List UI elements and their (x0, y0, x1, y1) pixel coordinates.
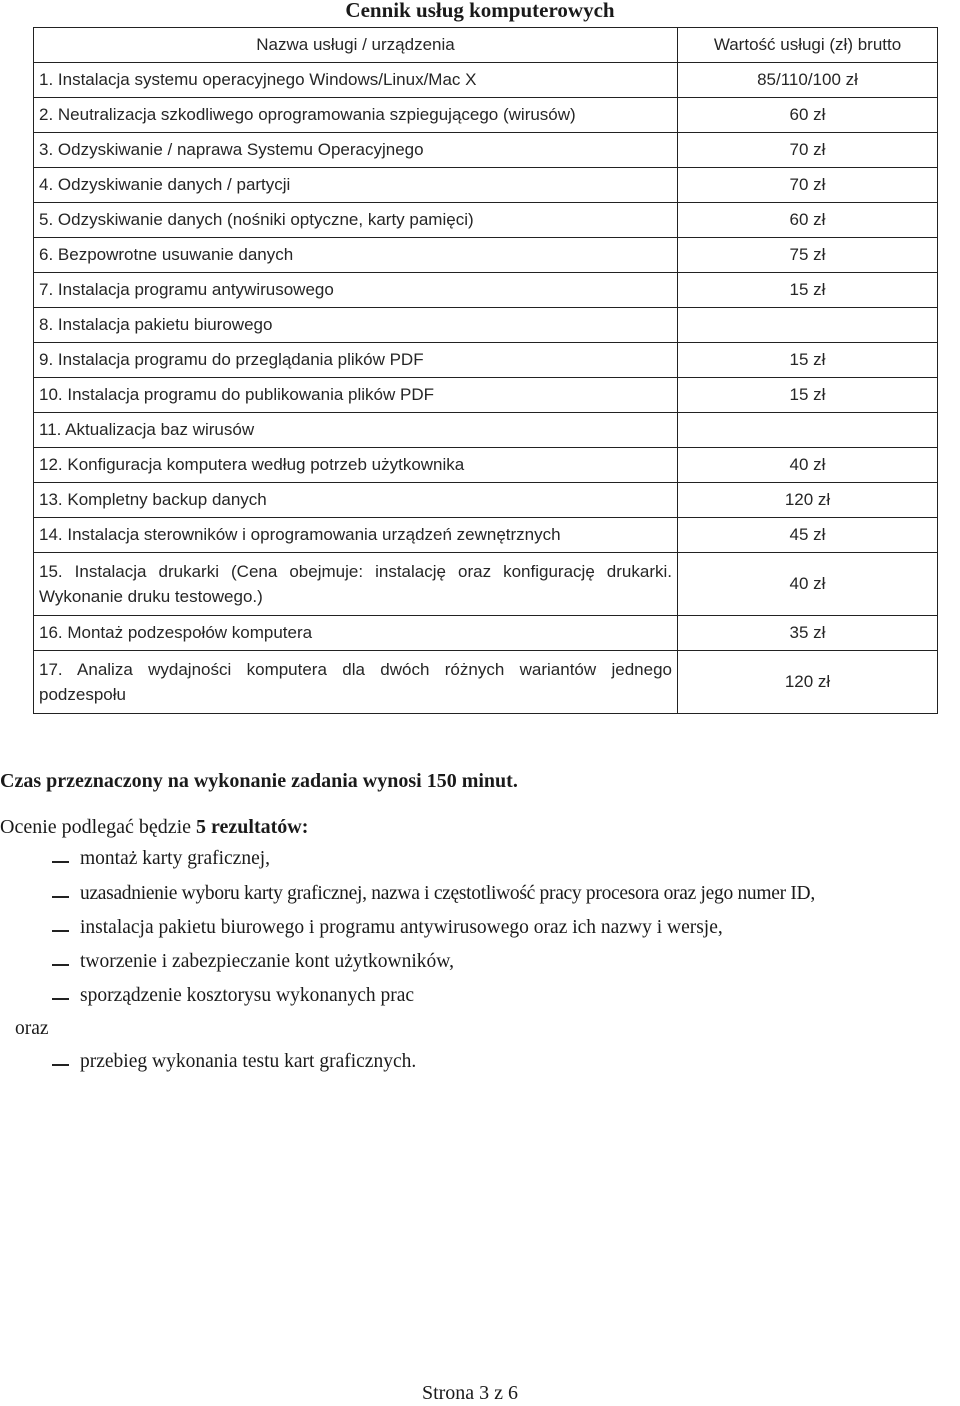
service-name: 15. Instalacja drukarki (Cena obejmuje: instalację oraz konfigurację drukarki. Wykonanie druku testowego.) (34, 553, 678, 616)
table-row (34, 378, 938, 413)
service-price (678, 413, 938, 448)
service-name: 7. Instalacja programu antywirusowego (34, 273, 678, 308)
table-row (34, 133, 938, 168)
page-number: Strona 3 z 6 (421, 1382, 519, 1404)
table-row (34, 273, 938, 308)
page-title: Cennik usług komputerowych (345, 0, 615, 22)
service-price: 60 zł (678, 98, 938, 133)
service-price (678, 308, 938, 343)
dash-bullet (52, 896, 69, 898)
dash-bullet (52, 861, 69, 863)
service-price: 70 zł (678, 168, 938, 203)
table-row (34, 63, 938, 98)
list-item-text: przebieg wykonania testu kart graficznych. (80, 1051, 417, 1072)
dash-bullet (52, 1064, 69, 1066)
service-name: 4. Odzyskiwanie danych / partycji (34, 168, 678, 203)
list-item-text: montaż karty graficznej, (80, 848, 271, 869)
price-table (33, 27, 938, 714)
service-price: 40 zł (678, 553, 938, 616)
table-row (34, 616, 938, 651)
service-price: 15 zł (678, 273, 938, 308)
table-row (34, 483, 938, 518)
service-name: 9. Instalacja programu do przeglądania plików PDF (34, 343, 678, 378)
time-note: Czas przeznaczony na wykonanie zadania wynosi 150 minut. (0, 770, 518, 792)
service-name: 6. Bezpowrotne usuwanie danych (34, 238, 678, 273)
service-name: 14. Instalacja sterowników i oprogramowania urządzeń zewnętrznych (34, 518, 678, 553)
dash-bullet (52, 998, 69, 1000)
service-price: 120 zł (678, 483, 938, 518)
grading-count: 5 rezultatów: (196, 816, 309, 838)
service-name: 11. Aktualizacja baz wirusów (34, 413, 678, 448)
service-name: 2. Neutralizacja szkodliwego oprogramowania szpiegującego (wirusów) (34, 98, 678, 133)
table-row (34, 168, 938, 203)
table-row (34, 343, 938, 378)
list-item-text: instalacja pakietu biurowego i programu antywirusowego oraz ich nazwy i wersje, (80, 917, 723, 938)
service-price: 75 zł (678, 238, 938, 273)
service-price: 120 zł (678, 651, 938, 714)
dash-bullet (52, 964, 69, 966)
grading-title (0, 816, 308, 839)
service-name: 13. Kompletny backup danych (34, 483, 678, 518)
grading-prefix: Ocenie podlegać będzie (0, 816, 192, 838)
service-price: 15 zł (678, 343, 938, 378)
table-row (34, 553, 938, 616)
header-value-cell: Wartość usługi (zł) brutto (678, 28, 938, 63)
service-name: 16. Montaż podzespołów komputera (34, 616, 678, 651)
table-row (34, 413, 938, 448)
service-price: 45 zł (678, 518, 938, 553)
service-name: 17. Analiza wydajności komputera dla dwóch różnych wariantów jednego podzespołu (34, 651, 678, 714)
list-item-text: uzasadnienie wyboru karty graficznej, nazwa i częstotliwość pracy procesora oraz jego numer ID, (80, 883, 815, 904)
list-item-text: tworzenie i zabezpieczanie kont użytkowników, (80, 951, 454, 972)
table-row (34, 98, 938, 133)
service-name: 10. Instalacja programu do publikowania plików PDF (34, 378, 678, 413)
header-name-cell: Nazwa usługi / urządzenia (34, 28, 678, 63)
table-row (34, 238, 938, 273)
table-row (34, 448, 938, 483)
service-name: 1. Instalacja systemu operacyjnego Windows/Linux/Mac X (34, 63, 678, 98)
list-item-text: sporządzenie kosztorysu wykonanych prac (80, 985, 415, 1006)
service-price: 85/110/100 zł (678, 63, 938, 98)
service-name: 8. Instalacja pakietu biurowego (34, 308, 678, 343)
service-name: 12. Konfiguracja komputera według potrzeb użytkownika (34, 448, 678, 483)
connector-text: oraz (15, 1018, 49, 1039)
service-name: 5. Odzyskiwanie danych (nośniki optyczne, karty pamięci) (34, 203, 678, 238)
table-row (34, 203, 938, 238)
table-row (34, 518, 938, 553)
table-header-row (34, 28, 938, 63)
service-price: 70 zł (678, 133, 938, 168)
service-price: 60 zł (678, 203, 938, 238)
service-price: 40 zł (678, 448, 938, 483)
service-price: 15 zł (678, 378, 938, 413)
dash-bullet (52, 930, 69, 932)
service-name: 3. Odzyskiwanie / naprawa Systemu Operacyjnego (34, 133, 678, 168)
service-price: 35 zł (678, 616, 938, 651)
table-row (34, 651, 938, 714)
table-row (34, 308, 938, 343)
